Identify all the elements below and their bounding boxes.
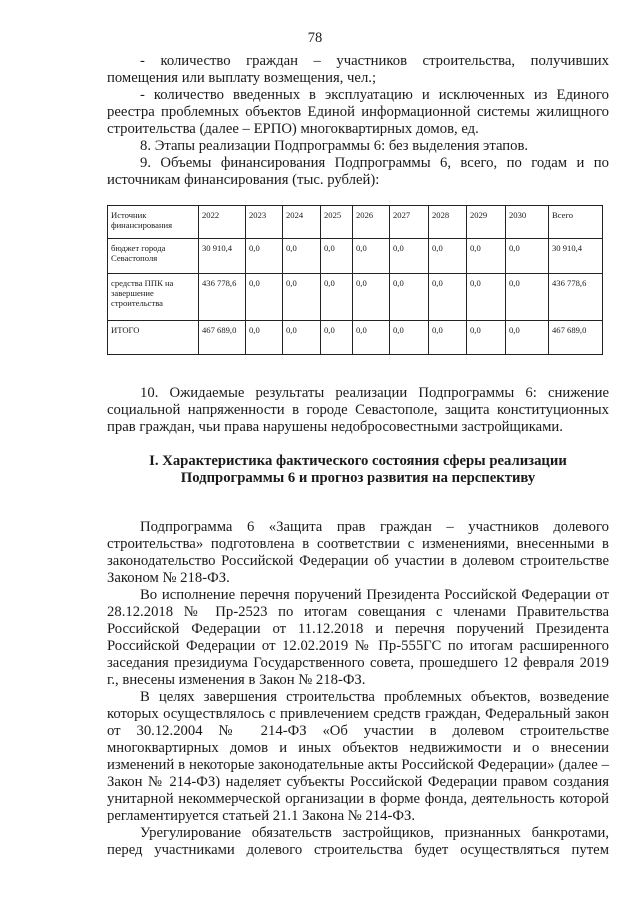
table-cell: 0,0 xyxy=(246,321,283,355)
table-cell: 30 910,4 xyxy=(199,239,246,274)
header-cell: 2030 xyxy=(506,206,549,239)
table-cell: 0,0 xyxy=(353,239,390,274)
paragraph-president-orders: Во исполнение перечня поручений Президента Российской Федерации от 28.12.2018 № Пр-2523 по итогам совещания с членами Правительства Российской Федерации от 11.12.2018 и перечня поручений Президента Российской Федерации от 12.02.2019 № Пр-555ГС по итогам расширенного заседания президиума Государственного совета, прошедшего 12 февраля 2019 г., внесены изменения в Закон № 218-ФЗ. xyxy=(107,587,609,688)
table-cell: 0,0 xyxy=(353,321,390,355)
header-cell: 2024 xyxy=(283,206,321,239)
table-row xyxy=(108,274,603,321)
table-cell: 0,0 xyxy=(283,274,321,321)
section-heading-line2: Подпрограммы 6 и прогноз развития на перспективу xyxy=(180,470,536,486)
table-cell: 0,0 xyxy=(429,274,467,321)
table-cell: ИТОГО xyxy=(108,321,199,355)
page-number: 78 xyxy=(307,30,323,46)
table-cell: 0,0 xyxy=(246,274,283,321)
item-citizens: - количество граждан – участников строительства, получивших помещения или выплату возмещения, чел.; xyxy=(107,53,609,86)
paragraph-subprogram: Подпрограмма 6 «Защита прав граждан – участников долевого строительства» подготовлена в соответствии с изменениями, внесенными в законодательство Российской Федерации об участии в долевом строительстве Законом № 218-ФЗ. xyxy=(107,519,609,586)
table-cell: 0,0 xyxy=(467,274,506,321)
table-cell: 436 778,6 xyxy=(199,274,246,321)
table-cell: 0,0 xyxy=(321,239,353,274)
table-cell: 0,0 xyxy=(390,239,429,274)
header-cell: 2026 xyxy=(353,206,390,239)
table-cell: 0,0 xyxy=(429,321,467,355)
table-cell: 467 689,0 xyxy=(549,321,603,355)
table-cell: 0,0 xyxy=(246,239,283,274)
table-cell: средства ППК на завершение строительства xyxy=(108,274,199,321)
header-cell: 2029 xyxy=(467,206,506,239)
table-cell: 0,0 xyxy=(506,239,549,274)
results-10: 10. Ожидаемые результаты реализации Подпрограммы 6: снижение социальной напряженности в городе Севастополе, защита конституционных прав граждан, чьи права нарушены недобросовестными застройщиками. xyxy=(107,385,609,435)
table-cell: 0,0 xyxy=(321,274,353,321)
table-cell: 0,0 xyxy=(283,321,321,355)
table-cell: 30 910,4 xyxy=(549,239,603,274)
section-heading-line1: I. Характеристика фактического состояния сферы реализации xyxy=(149,453,567,469)
table-header-row xyxy=(108,206,603,239)
table-cell: 0,0 xyxy=(467,321,506,355)
header-cell: 2023 xyxy=(246,206,283,239)
table-cell: 0,0 xyxy=(506,274,549,321)
header-cell: 2027 xyxy=(390,206,429,239)
financing-table xyxy=(107,205,603,355)
stage-8: 8. Этапы реализации Подпрограммы 6: без выделения этапов. xyxy=(140,138,529,154)
table-cell: 0,0 xyxy=(321,321,353,355)
paragraph-law-214: В целях завершения строительства проблемных объектов, возведение которых осуществлялось с привлечением средств граждан, Федеральный закон от 30.12.2004 № 214-ФЗ «Об участии в долевом строительстве многоквартирных домов и иных объектов недвижимости и о внесении изменений в некоторые законодательные акты Российской Федерации» (далее – Закон № 214-ФЗ) наделяет субъекты Российской Федерации правом создания унитарной некоммерческой организации в форме фонда, деятельность которой регламентируется статьей 21.1 Закона № 214-ФЗ. xyxy=(107,689,609,824)
document-body xyxy=(107,53,609,859)
table-cell: бюджет города Севастополя xyxy=(108,239,199,274)
volumes-9: 9. Объемы финансирования Подпрограммы 6, всего, по годам и по источникам финансирования (тыс. рублей): xyxy=(107,155,609,188)
table-cell: 0,0 xyxy=(353,274,390,321)
header-cell: 2028 xyxy=(429,206,467,239)
table-cell: 467 689,0 xyxy=(199,321,246,355)
table-cell: 0,0 xyxy=(429,239,467,274)
table-cell: 436 778,6 xyxy=(549,274,603,321)
section-heading xyxy=(107,453,609,487)
table-row xyxy=(108,239,603,274)
paragraph-settlement: Урегулирование обязательств застройщиков, признанных банкротами, перед участниками долевого строительства будет осуществляться путем xyxy=(107,825,609,858)
header-cell: Источник финансирования xyxy=(108,206,199,239)
header-cell: 2022 xyxy=(199,206,246,239)
item-houses: - количество введенных в эксплуатацию и исключенных из Единого реестра проблемных объектов Единой информационной системы жилищного строительства (далее – ЕРПО) многоквартирных домов, ед. xyxy=(107,87,609,137)
header-cell: 2025 xyxy=(321,206,353,239)
table-cell: 0,0 xyxy=(283,239,321,274)
table-cell: 0,0 xyxy=(506,321,549,355)
table-row-total xyxy=(108,321,603,355)
table-cell: 0,0 xyxy=(390,274,429,321)
table-cell: 0,0 xyxy=(390,321,429,355)
header-cell: Всего xyxy=(549,206,603,239)
table-cell: 0,0 xyxy=(467,239,506,274)
